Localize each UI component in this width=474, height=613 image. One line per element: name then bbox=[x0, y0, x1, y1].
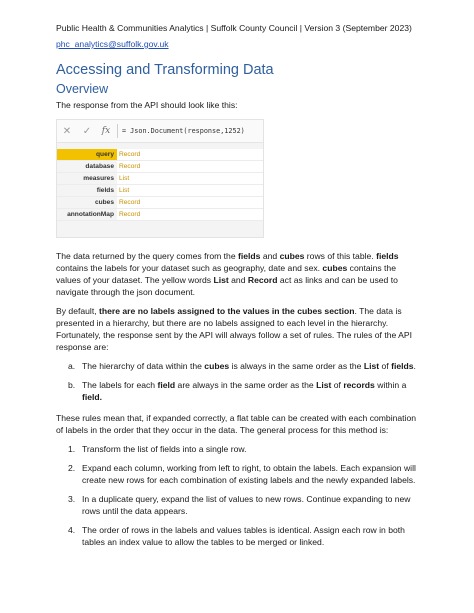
bold-run: List bbox=[213, 275, 229, 285]
bold-run: cubes bbox=[322, 263, 348, 273]
text-run: within a bbox=[374, 380, 407, 390]
list-item bbox=[56, 443, 420, 455]
bold-run: fields bbox=[391, 361, 414, 371]
bold-run: List bbox=[316, 380, 332, 390]
table-row bbox=[57, 161, 263, 173]
text-run: The hierarchy of data within the bbox=[82, 361, 205, 371]
table-row bbox=[57, 209, 263, 221]
row-value-link: Record bbox=[117, 209, 263, 221]
list-marker: 4. bbox=[68, 525, 76, 535]
bold-run: field bbox=[157, 380, 176, 390]
text-run: of bbox=[331, 380, 344, 390]
formula-divider bbox=[117, 124, 118, 138]
list-marker: 2. bbox=[68, 463, 76, 473]
formula-bar bbox=[57, 120, 263, 143]
table-row bbox=[57, 149, 263, 161]
text-run: . The data is presented in a hierarchy, but there are no labels assigned to each level in the hierarchy. Fortunately, the response sent by the API will always follow a set of rules. The rules of the API response are: bbox=[56, 306, 413, 352]
list-item-text: Transform the list of fields into a single row. bbox=[82, 444, 247, 454]
list-marker: 3. bbox=[68, 494, 76, 504]
row-value-link: Record bbox=[117, 161, 263, 173]
steps-list bbox=[56, 443, 420, 548]
fields-cubes-paragraph bbox=[56, 250, 420, 298]
row-label: fields bbox=[57, 185, 117, 197]
text-run: contains the values of your dataset. The yellow words bbox=[56, 263, 396, 285]
bold-run: records bbox=[343, 380, 375, 390]
list-item bbox=[56, 379, 420, 403]
list-item-text: Expand each column, working from left to right, to obtain the labels. Each expansion will create new rows for each combination of existing labels and the newly expanded labels. bbox=[82, 463, 416, 485]
document-header: Public Health & Communities Analytics | Suffolk County Council | Version 3 (September 2023) bbox=[56, 23, 412, 33]
row-value-link: List bbox=[117, 185, 263, 197]
bold-run: List bbox=[363, 361, 380, 371]
record-grid bbox=[57, 149, 263, 221]
row-label: database bbox=[57, 161, 117, 173]
bold-run: cubes bbox=[279, 251, 305, 261]
formula-text: = Json.Document(response,1252) bbox=[122, 127, 245, 135]
list-item bbox=[56, 524, 420, 548]
text-run: and bbox=[228, 275, 248, 285]
row-label: measures bbox=[57, 173, 117, 185]
list-marker: 1. bbox=[68, 444, 76, 454]
text-run: The data returned by the query comes from the bbox=[56, 251, 238, 261]
rules-list bbox=[56, 360, 420, 403]
list-marker: b. bbox=[68, 380, 76, 390]
row-value-link: Record bbox=[117, 149, 263, 161]
table-row bbox=[57, 185, 263, 197]
row-label: annotationMap bbox=[57, 209, 117, 221]
list-item bbox=[56, 462, 420, 486]
bold-run: field. bbox=[82, 392, 103, 402]
list-item-text bbox=[82, 360, 420, 372]
text-run: is always in the same order as the bbox=[229, 361, 364, 371]
section-heading: Overview bbox=[56, 82, 109, 96]
list-item-text: The order of rows in the labels and values tables is identical. Assign each row in both tables an index value to allow the tables to be merged or linked. bbox=[82, 525, 405, 547]
text-run: are always in the same order as the bbox=[175, 380, 317, 390]
text-run: contains the labels for your dataset such as geography, date and sex. bbox=[56, 263, 323, 273]
row-value-link: List bbox=[117, 173, 263, 185]
bold-run: fields bbox=[238, 251, 261, 261]
row-label: query bbox=[57, 149, 117, 161]
list-item-text: In a duplicate query, expand the list of values to new rows. Continue expanding to new rows until the data appears. bbox=[82, 494, 411, 516]
table-row bbox=[57, 173, 263, 185]
fx-icon: fx bbox=[101, 126, 111, 136]
bold-run: Record bbox=[247, 275, 278, 285]
text-run: of bbox=[379, 361, 392, 371]
text-run: rows of this table. bbox=[304, 251, 377, 261]
list-item bbox=[56, 360, 420, 372]
list-marker: a. bbox=[68, 361, 76, 371]
bold-run: there are no labels assigned to the values in the cubes section bbox=[99, 306, 355, 316]
power-query-screenshot bbox=[56, 119, 264, 238]
text-run: The labels for each bbox=[82, 380, 158, 390]
row-label: cubes bbox=[57, 197, 117, 209]
page-title: Accessing and Transforming Data bbox=[56, 62, 274, 78]
table-row bbox=[57, 197, 263, 209]
list-item-text bbox=[82, 379, 420, 403]
check-icon: ✓ bbox=[82, 125, 92, 137]
text-run: . bbox=[413, 361, 416, 371]
intro-paragraph: The response from the API should look like this: bbox=[56, 100, 238, 110]
bold-run: cubes bbox=[204, 361, 230, 371]
bold-run: fields bbox=[376, 251, 399, 261]
row-value-link: Record bbox=[117, 197, 263, 209]
list-item bbox=[56, 493, 420, 517]
process-paragraph: These rules mean that, if expanded correctly, a flat table can be created with each combination of labels in the order that they occur in the data. The general process for this method is: bbox=[56, 413, 417, 435]
email-link[interactable]: phc_analytics@suffolk.gov.uk bbox=[56, 39, 169, 49]
default-labels-paragraph bbox=[56, 305, 420, 353]
cancel-icon: ✕ bbox=[62, 125, 72, 137]
text-run: By default, bbox=[56, 306, 99, 316]
text-run: act as links and can be used to navigate through the json document. bbox=[56, 275, 398, 297]
text-run: and bbox=[260, 251, 280, 261]
